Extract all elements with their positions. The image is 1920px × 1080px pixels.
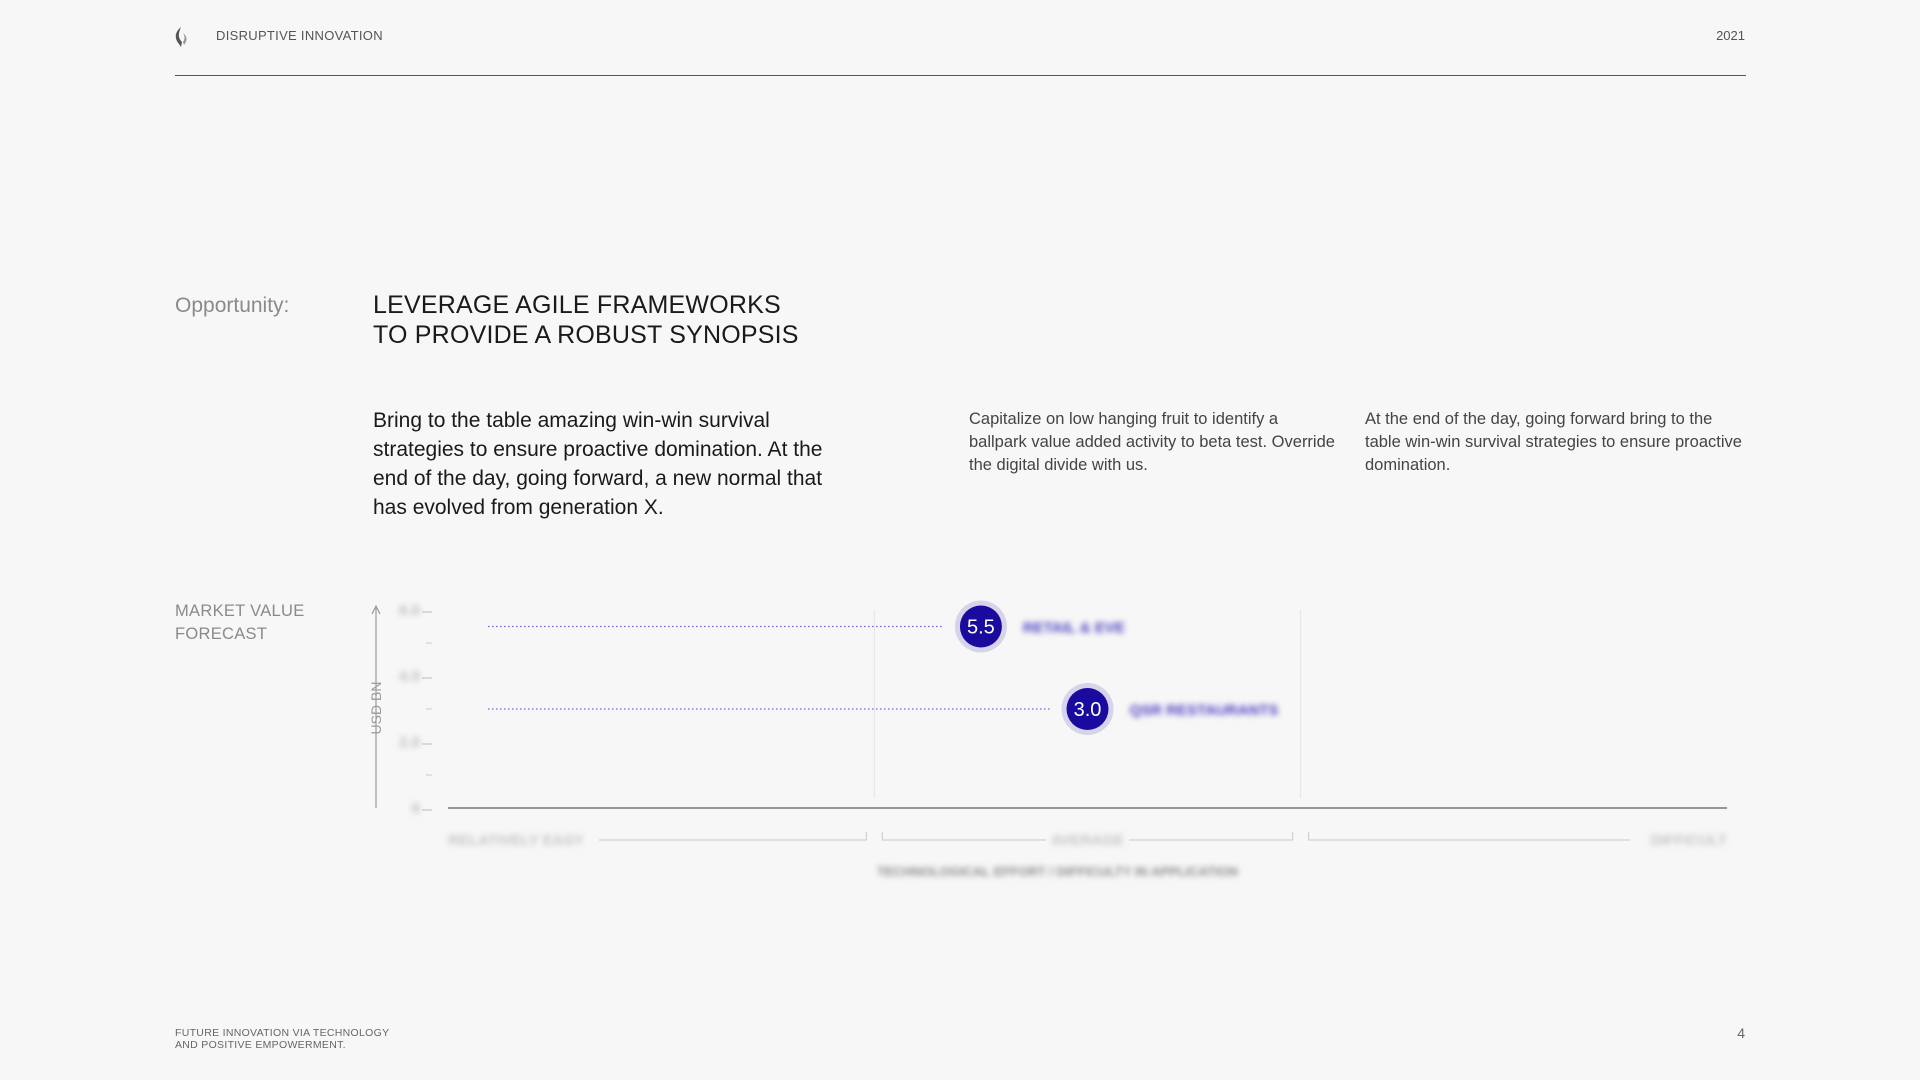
y-tick-label: 0 xyxy=(411,800,420,817)
y-tick-label: 4.0 xyxy=(399,668,420,685)
header-year: 2021 xyxy=(1716,28,1745,43)
section-label-line-2: FORECAST xyxy=(175,625,268,643)
lead-paragraph: Bring to the table amazing win-win survival strategies to ensure proactive domination. At the end of the day, going forward, a new normal that has evolved from generation X. xyxy=(373,409,823,519)
brand-name: DISRUPTIVE INNOVATION xyxy=(216,28,383,43)
y-tick-label: 2.0 xyxy=(399,734,420,751)
opportunity-label: Opportunity: xyxy=(175,294,290,317)
footer-line-2: AND POSITIVE EMPOWERMENT. xyxy=(175,1039,346,1051)
title-line-2: TO PROVIDE A ROBUST SYNOPSIS xyxy=(373,321,799,349)
data-point-value: 3.0 xyxy=(1073,699,1102,721)
section-label-line-1: MARKET VALUE xyxy=(175,602,305,620)
page-number: 4 xyxy=(1737,1025,1745,1041)
chart-canvas xyxy=(360,590,1740,890)
market-value-chart xyxy=(360,590,1740,890)
y-tick-label: 6.0 xyxy=(399,602,420,619)
y-axis-label: USD BN xyxy=(368,681,384,735)
x-category-label: DIFFICULT xyxy=(1650,832,1727,849)
footer-line-1: FUTURE INNOVATION VIA TECHNOLOGY xyxy=(175,1027,390,1039)
body-column-2: Capitalize on low hanging fruit to identify a ballpark value added activity to beta test. Override the digital divide with us. xyxy=(969,410,1335,474)
market-value-forecast-label xyxy=(175,600,305,646)
x-axis-title: TECHNOLOGICAL EFFORT / DIFFICULTY IN APPLICATION xyxy=(876,864,1239,879)
header-divider xyxy=(175,75,1746,76)
body-column-3: At the end of the day, going forward bring to the table win-win survival strategies to ensure proactive domination. xyxy=(1365,410,1742,474)
data-point-value: 5.5 xyxy=(967,616,995,639)
data-point-label: RETAIL & EVE xyxy=(1022,619,1125,637)
x-category-label: RELATIVELY EASY xyxy=(448,832,584,849)
leaf-logo-icon xyxy=(172,25,190,49)
footer-tagline xyxy=(175,1027,389,1051)
data-point-label: QSR RESTAURANTS xyxy=(1129,702,1279,719)
page-title xyxy=(373,290,799,350)
title-line-1: LEVERAGE AGILE FRAMEWORKS xyxy=(373,291,781,319)
x-category-label: AVERAGE xyxy=(1050,832,1125,849)
